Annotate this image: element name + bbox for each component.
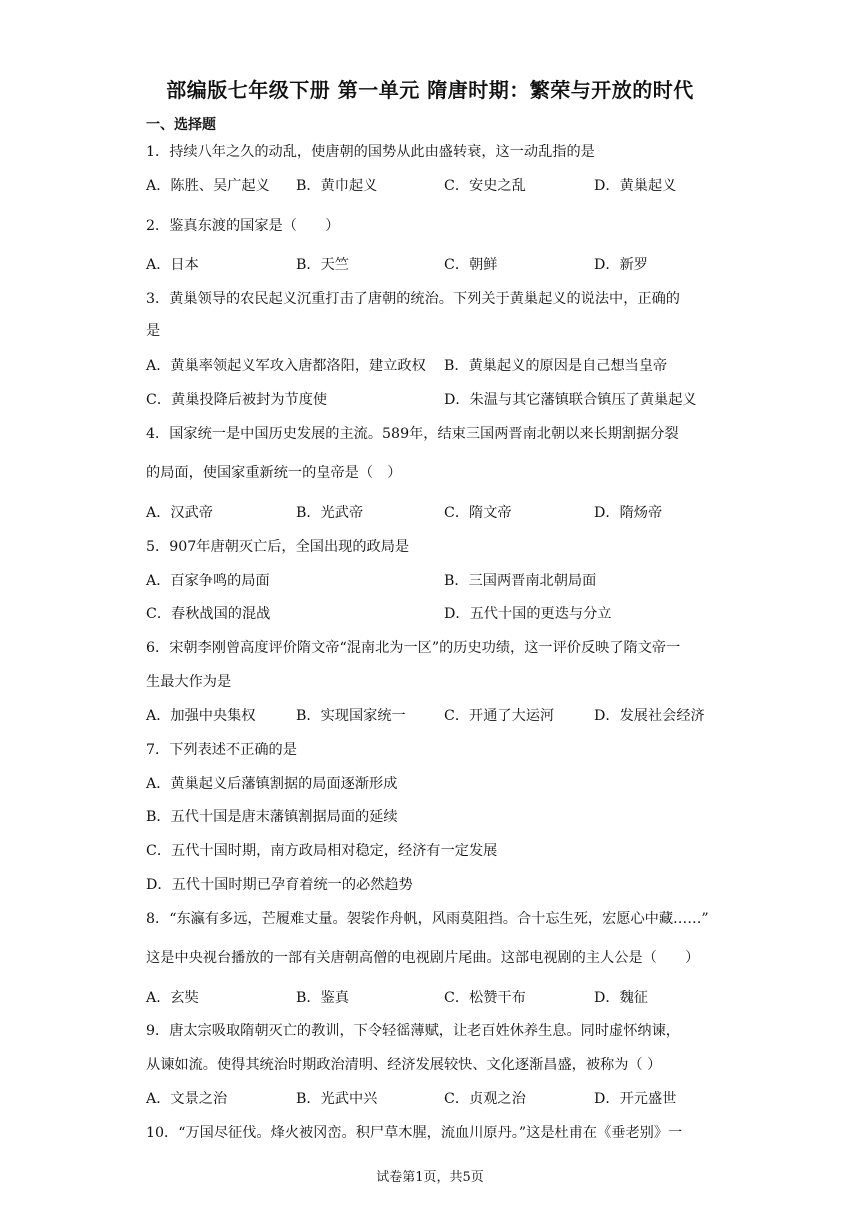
q4-option-c: C．隋文帝 xyxy=(444,505,512,521)
section-heading: 一、选择题 xyxy=(146,117,216,133)
q2-option-b: B．天竺 xyxy=(296,257,349,273)
q8-option-c: C．松赞干布 xyxy=(444,990,526,1006)
question-3-line-2: 是 xyxy=(146,323,161,339)
q9-option-d: D．开元盛世 xyxy=(594,1091,677,1107)
q3-option-b: B．黄巢起义的原因是自己想当皇帝 xyxy=(444,358,668,374)
q2-option-a: A．日本 xyxy=(146,257,199,273)
q4-option-a: A．汉武帝 xyxy=(146,505,213,521)
question-6-line-2: 生最大作为是 xyxy=(146,674,232,690)
question-4-line-1: 4．国家统一是中国历史发展的主流。589年，结束三国两晋南北朝以来长期割据分裂 xyxy=(146,426,679,442)
q9-option-b: B．光武中兴 xyxy=(296,1091,378,1107)
q2-option-c: C．朝鲜 xyxy=(444,257,498,273)
question-9-line-1: 9．唐太宗吸取隋朝灭亡的教训，下令轻徭薄赋，让老百姓休养生息。同时虚怀纳谏， xyxy=(146,1023,680,1039)
q3-option-c: C．黄巢投降后被封为节度使 xyxy=(146,392,328,408)
q8-option-b: B．鉴真 xyxy=(296,990,349,1006)
q4-option-b: B．光武帝 xyxy=(296,505,364,521)
q1-option-b: B．黄巾起义 xyxy=(296,178,378,194)
page-title: 部编版七年级下册 第一单元 隋唐时期：繁荣与开放的时代 xyxy=(166,78,694,102)
page-footer: 试卷第1页，共5页 xyxy=(376,1170,484,1185)
question-6-line-1: 6．宋朝李刚曾高度评价隋文帝“混南北为一区”的历史功绩，这一评价反映了隋文帝一 xyxy=(146,640,681,656)
question-3-line-1: 3．黄巢领导的农民起义沉重打击了唐朝的统治。下列关于黄巢起义的说法中，正确的 xyxy=(146,291,680,307)
q9-option-c: C．贞观之治 xyxy=(444,1091,526,1107)
q7-option-c: C．五代十国时期，南方政局相对稳定，经济有一定发展 xyxy=(146,843,498,859)
question-9-line-2: 从谏如流。使得其统治时期政治清明、经济发展较快、文化逐渐昌盛，被称为（ ） xyxy=(146,1057,662,1073)
q1-option-a: A．陈胜、吴广起义 xyxy=(146,178,270,194)
q8-option-d: D．魏征 xyxy=(594,990,648,1006)
question-10-line-1: 10．“万国尽征伐。烽火被冈峦。积尸草木腥，流血川原丹。”这是杜甫在《垂老别》一 xyxy=(146,1125,683,1141)
q2-option-d: D．新罗 xyxy=(594,257,648,273)
q1-option-c: C．安史之乱 xyxy=(444,178,526,194)
q6-option-b: B．实现国家统一 xyxy=(296,708,406,724)
q6-option-a: A．加强中央集权 xyxy=(146,708,256,724)
q6-option-d: D．发展社会经济 xyxy=(594,708,705,724)
question-7: 7．下列表述不正确的是 xyxy=(146,742,297,758)
q8-option-a: A．玄奘 xyxy=(146,990,199,1006)
q6-option-c: C．开通了大运河 xyxy=(444,708,555,724)
question-1: 1．持续八年之久的动乱，使唐朝的国势从此由盛转衰，这一动乱指的是 xyxy=(146,144,595,160)
q1-option-d: D．黄巢起义 xyxy=(594,178,677,194)
question-4-line-2: 的局面，使国家重新统一的皇帝是（ ） xyxy=(146,465,402,481)
q4-option-d: D．隋炀帝 xyxy=(594,505,663,521)
q5-option-b: B．三国两晋南北朝局面 xyxy=(444,573,597,589)
question-5: 5．907年唐朝灭亡后，全国出现的政局是 xyxy=(146,539,410,555)
question-8-line-1: 8．“东瀛有多远，芒履难丈量。袈裟作舟帆，风雨莫阻挡。合十忘生死，宏愿心中藏……” xyxy=(146,911,709,927)
q3-option-a: A．黄巢率领起义军攻入唐都洛阳，建立政权 xyxy=(146,358,426,374)
q9-option-a: A．文景之治 xyxy=(146,1091,228,1107)
q7-option-a: A．黄巢起义后藩镇割据的局面逐渐形成 xyxy=(146,776,398,792)
q5-option-a: A．百家争鸣的局面 xyxy=(146,573,270,589)
q7-option-d: D．五代十国时期已孕育着统一的必然趋势 xyxy=(146,877,413,893)
q3-option-d: D．朱温与其它藩镇联合镇压了黄巢起义 xyxy=(444,392,697,408)
question-8-line-2: 这是中央视台播放的一部有关唐朝高僧的电视剧片尾曲。这部电视剧的主人公是（ ） xyxy=(146,950,700,966)
q5-option-c: C．春秋战国的混战 xyxy=(146,606,271,622)
question-2: 2．鉴真东渡的国家是（ ） xyxy=(146,218,340,234)
q5-option-d: D．五代十国的更迭与分立 xyxy=(444,606,612,622)
q7-option-b: B．五代十国是唐末藩镇割据局面的延续 xyxy=(146,809,398,825)
